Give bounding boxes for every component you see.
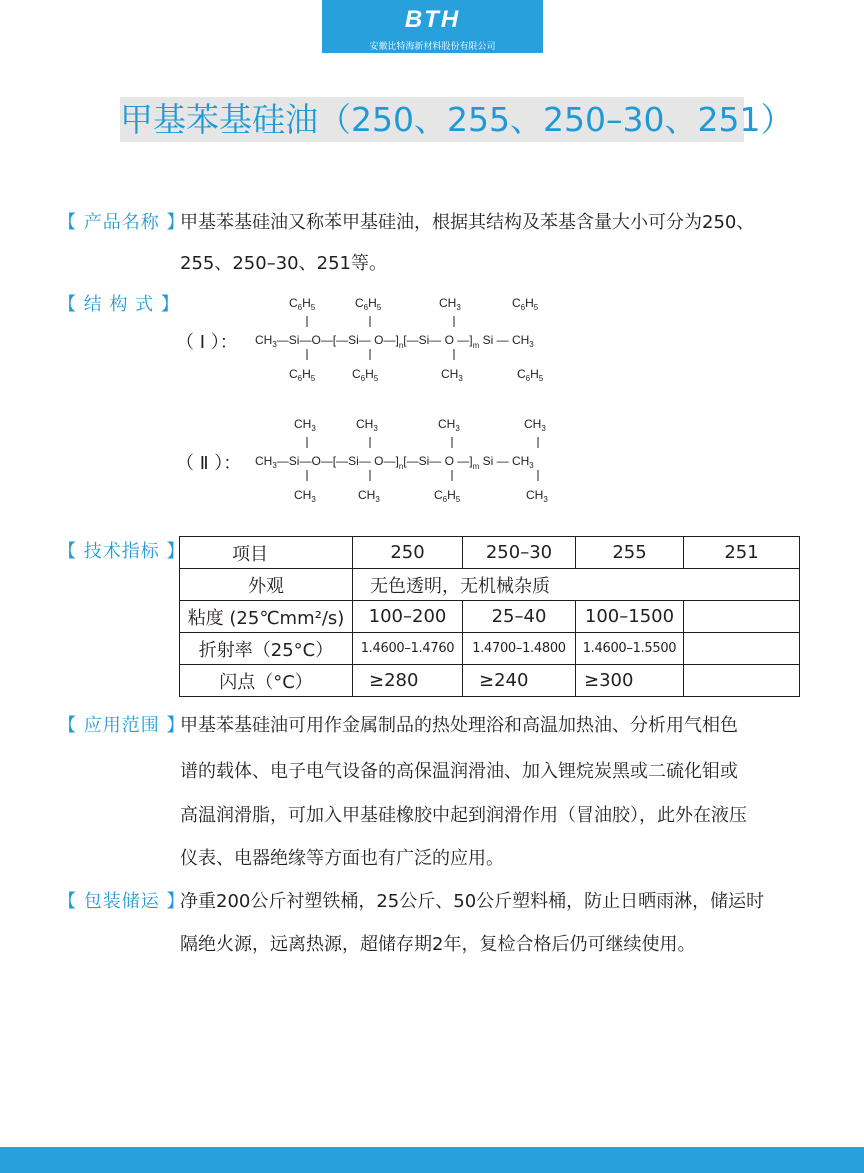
packaging-label: 【 包装储运 】 [58,891,186,912]
table-row [180,601,800,633]
product-name-label: 【 产品名称 】 [58,212,186,233]
table-cell: 100–1500 [576,601,684,633]
table-cell [684,665,800,697]
svg-text:CH3—Si—O—[—Si— O—]n[—Si— O —]m: $CH_3—Si—O—[—Si—$ $O—]_n[—Si—$ O $—]_m$ Si — $CH_3$ [255,333,534,350]
svg-text:C6H5: $C_6H_5$ [289,296,316,312]
header-cell: 251 [684,537,800,569]
svg-text:CH3: $CH_3$ [358,488,380,504]
svg-text:CH3—Si—O—[—Si— O—]n[—Si— O —]m: $CH_3—Si—O—[—Si—$ $O—]_n[—Si—$ O $—]_m$ Si — $CH_3$ [255,454,534,471]
application-line-2: 谱的载体、电子电气设备的高保温润滑油、加入锂烷炭黑或二硫化钼或 [180,761,738,782]
row-label: 粘度 (25℃mm²/s) [180,601,353,633]
table-cell: ≥240 [463,665,576,697]
structure-label: 【 结 构 式 】 [58,294,180,315]
header-cell: 项目 [180,537,353,569]
svg-text:CH3: $CH_3$ [439,296,461,312]
table-cell: 1.4700–1.4800 [463,633,576,665]
row-label: 折射率（25°C） [180,633,353,665]
svg-text:C6H5: $C_6H_5$ [434,488,461,504]
table-row [180,569,800,601]
packaging-line-1: 净重200公斤衬塑铁桶，25公斤、50公斤塑料桶，防止日晒雨淋，储运时 [180,891,765,912]
application-label: 【 应用范围 】 [58,715,186,736]
application-line-4: 仪表、电器绝缘等方面也有广泛的应用。 [180,848,504,869]
table-row [180,665,800,697]
svg-text:CH3: $CH_3$ [526,488,548,504]
table-header-row [180,537,800,569]
table-cell: ≥280 [353,665,463,697]
formula-1-label: （ Ⅰ ）： [176,332,238,353]
svg-text:CH3: $CH_3$ [356,417,378,433]
logo-mark: BTH [404,6,461,33]
table-cell: 25–40 [463,601,576,633]
svg-text:CH3: $CH_3$ [524,417,546,433]
svg-text:C6H5: $C_6H_5$ [355,296,382,312]
table-cell: 1.4600–1.4760 [353,633,463,665]
svg-text:CH3: $CH_3$ [438,417,460,433]
table-cell: 100–200 [353,601,463,633]
formula-1 [255,296,544,383]
header-cell: 255 [576,537,684,569]
table-cell: 1.4600–1.5500 [576,633,684,665]
svg-text:C6H5: $C_6H_5$ [512,296,539,312]
product-name-line-1: 甲基苯基硅油又称苯甲基硅油，根据其结构及苯基含量大小可分为250、 [180,212,755,233]
packaging-line-2: 隔绝火源，远离热源，超储存期2年，复检合格后仍可继续使用。 [180,934,696,955]
svg-text:CH3: $CH_3$ [441,367,463,383]
svg-text:CH3: $CH_3$ [294,417,316,433]
specs-label: 【 技术指标 】 [58,541,186,562]
svg-text:C6H5: $C_6H_5$ [352,367,379,383]
table-row [180,633,800,665]
appearance-value: 无色透明，无机械杂质 [353,569,800,601]
structural-formula-diagram [0,0,864,520]
row-label: 闪点（°C） [180,665,353,697]
svg-text:C6H5: $C_6H_5$ [517,367,544,383]
company-name: 安徽比特海新材料股份有限公司 [369,42,496,52]
product-name-line-2: 255、250–30、251等。 [180,253,387,274]
table-cell [684,601,800,633]
footer-bar [0,1147,864,1173]
table-cell: ≥300 [576,665,684,697]
header-cell: 250 [353,537,463,569]
formula-2 [255,417,548,504]
page-title: 甲基苯基硅油（250、255、250–30、251） [120,100,794,139]
application-line-1: 甲基苯基硅油可用作金属制品的热处理浴和高温加热油、分析用气相色 [180,715,738,736]
formula-2-label: （ Ⅱ ）： [176,453,242,474]
table-cell [684,633,800,665]
application-line-3: 高温润滑脂，可加入甲基硅橡胶中起到润滑作用（冒油胶），此外在液压 [180,805,747,826]
row-label: 外观 [180,569,353,601]
spec-table [179,536,800,697]
svg-text:C6H5: $C_6H_5$ [289,367,316,383]
svg-text:CH3: $CH_3$ [294,488,316,504]
header-cell: 250–30 [463,537,576,569]
